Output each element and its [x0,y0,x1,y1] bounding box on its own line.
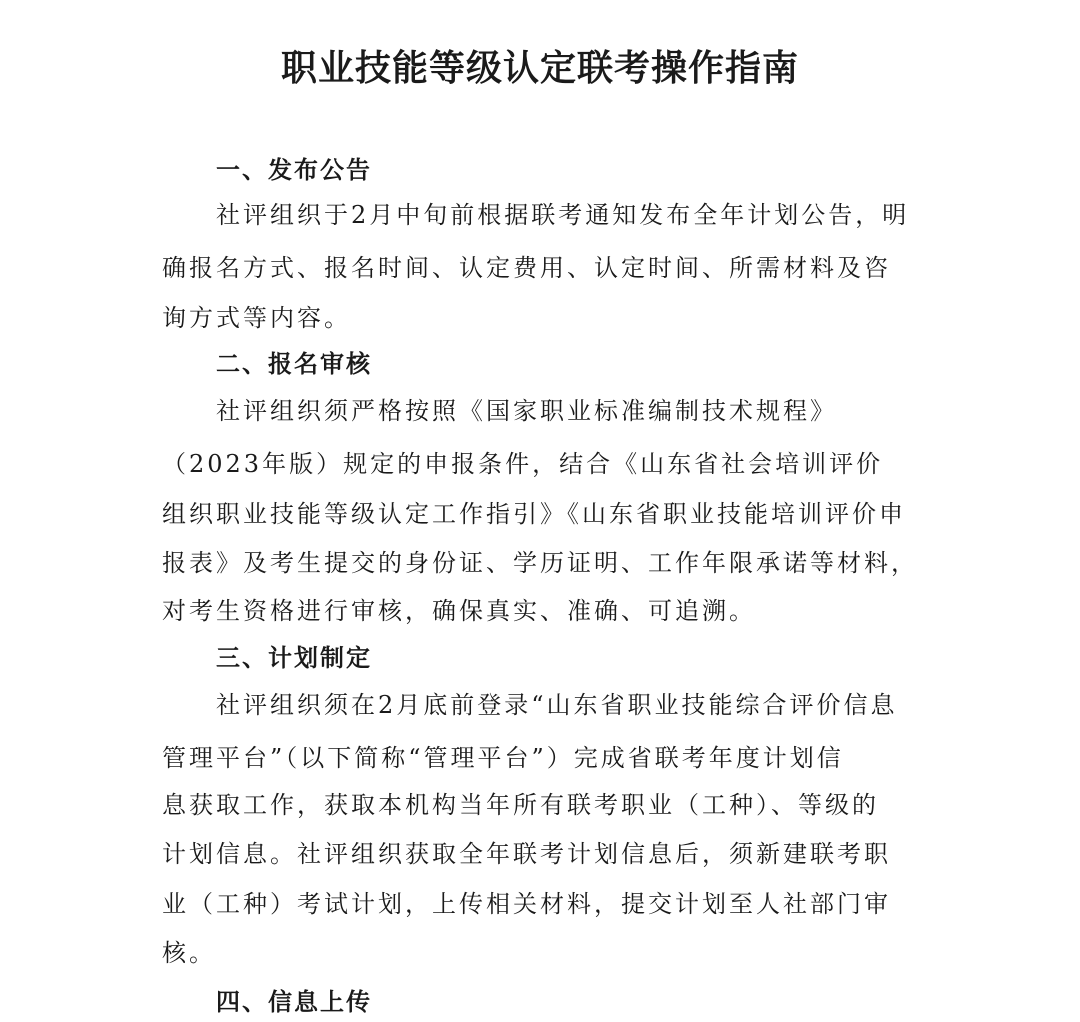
paragraph-line: 业（工种）考试计划，上传相关材料，提交计划至人社部门审 [162,890,891,918]
section-heading-4: 四、信息上传 [216,988,372,1016]
paragraph-line: 社评组织须严格按照《国家职业标准编制技术规程》 [216,397,837,425]
paragraph-line: 社评组织须在2月底前登录“山东省职业技能综合评价信息 [216,691,898,719]
paragraph-line: 组织职业技能等级认定工作指引》《山东省职业技能培训评价申 [162,500,906,528]
paragraph-line: 询方式等内容。 [162,304,351,332]
paragraph-line: 社评组织于2月中旬前根据联考通知发布全年计划公告，明 [216,201,910,229]
paragraph-line: 报表》及考生提交的身份证、学历证明、工作年限承诺等材料， [162,549,918,577]
section-heading-1: 一、发布公告 [216,156,372,184]
section-heading-2: 二、报名审核 [216,350,372,378]
paragraph-line: （2023年版）规定的申报条件，结合《山东省社会培训评价 [162,450,884,478]
section-heading-3: 三、计划制定 [216,644,372,672]
paragraph-line: 对考生资格进行审核，确保真实、准确、可追溯。 [162,597,756,625]
paragraph-line: 管理平台”（以下简称“管理平台”）完成省联考年度计划信 [162,744,844,772]
paragraph-line: 核。 [162,939,216,967]
paragraph-line: 计划信息。社评组织获取全年联考计划信息后，须新建联考职 [162,840,891,868]
page-title: 职业技能等级认定联考操作指南 [280,47,799,89]
paragraph-line: 息获取工作，获取本机构当年所有联考职业（工种）、等级的 [162,791,879,819]
paragraph-line: 确报名方式、报名时间、认定费用、认定时间、所需材料及咨 [162,254,891,282]
